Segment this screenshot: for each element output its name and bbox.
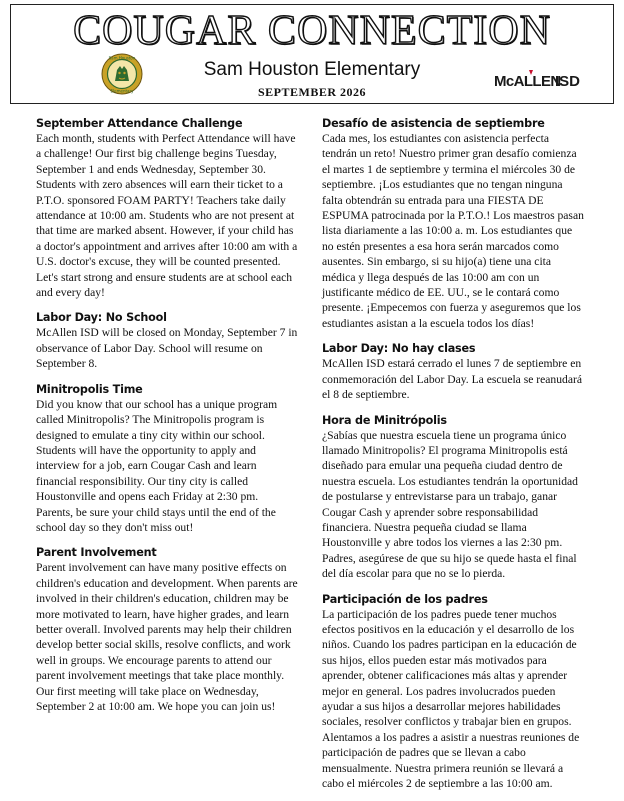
article-heading: Labor Day: No School [36, 311, 167, 325]
article-body: La participación de los padres puede tener muchos efectos positivos en la educación y el desarrollo de los niños. Cuando los padres participan en la educación de sus hijos, ellos pueden estar más motivados para aprender, obtener calificaciones más altas y aprender mejor en general. Los padres involucrados pueden ayudar a sus hijos a desarrollar mejores habilidades sociales, resolver conflictos y trabajar bien en grupos. Alentamos a los padres a asistir a nuestras reuniones de participación de padres que se llevan a cabo mensualmente. Nuestra primera reunión se llevará a cabo el miércoles 2 de septiembre a las 10:00 am. [322, 607, 580, 791]
article-labor-day-es [322, 341, 584, 402]
article-attendance-es [322, 116, 584, 331]
seal-text-bottom: Elementary [110, 88, 134, 94]
article-body: Did you know that our school has a unique program called Minitropolis? The Minitropolis program is designed to emulate a tiny city within our school. Students will have the opportunity to apply and interview for a job, earn Cougar Cash and learn financial responsibility. Our tiny city is called Houstonville and opens each Friday at 2:30 pm. Parents, be sure your child stays until the end of the school day so they don't miss out! [36, 397, 278, 534]
district-logo-name: McALLEN [494, 73, 561, 90]
article-parent-involvement-en [36, 545, 298, 714]
english-column [36, 116, 298, 724]
article-body: Cada mes, los estudiantes con asistencia perfecta tendrán un reto! Nuestro primer gran desafío comienza el martes 1 de septiembre y termina el miércoles 30 de septiembre. ¡Los estudiantes que no tengan ninguna falta obtendrán su entrada para una FIESTA DE ESPUMA patrocinada por la P.T.O.! Los maestros pasan lista diariamente a las 10:00 a. m. Los estudiantes que no estén presentes a esa hora serán marcados como ausentes. Sin embargo, si su hijo(a) tiene una cita médica y llega después de las 10:00 am con un justificante médico de EE. UU., se le contará como presente. ¡Empecemos con fuerza y aseguremos que los estudiantes asistan a la escuela todos los días! [322, 132, 584, 330]
article-heading: Labor Day: No hay clases [322, 342, 476, 356]
spanish-column [322, 116, 584, 801]
article-heading: Parent Involvement [36, 546, 157, 560]
article-labor-day-en [36, 310, 298, 371]
issue-month: SEPTEMBER 2026 [257, 85, 366, 99]
article-minitropolis-es [322, 413, 584, 582]
article-body: ¿Sabías que nuestra escuela tiene un programa único llamado Minitropolis? El programa Minitropolis está diseñado para emular una pequeña ciudad dentro de nuestra escuela. Los estudiantes tendrán la oportunidad de postularse y entrevistarse para un trabajo, ganar Cougar Cash y aprender sobre responsabilidad financiera. Nuestra pequeña ciudad se llama Houstonville y abre todos los viernes a las 2:30 pm. Padres, asegúrese de que su hijo se quede hasta el final del día escolar para que no se lo pierda. [322, 428, 578, 581]
article-heading: September Attendance Challenge [36, 117, 243, 130]
article-parent-involvement-es [322, 592, 584, 792]
newsletter-title: COUGAR CONNECTION [73, 8, 551, 54]
article-heading: Desafío de asistencia de septiembre [322, 117, 545, 130]
article-body: Parent involvement can have many positive effects on children's education and development. When parents are involved in their children's education, children may be more motivated to learn, have higher grades, and learn better overall. Involved parents may help their children develop better social skills, resolve conflicts, and work well in groups. We encourage parents to attend our parent involvement meetings that take place monthly. Our first meeting will take place on Wednesday, September 2 at 10:00 am. We hope you can join us! [36, 561, 298, 713]
article-heading: Minitropolis Time [36, 382, 143, 396]
district-logo [493, 67, 583, 91]
article-body: Each month, students with Perfect Attendance will have a challenge! Our first big challenge begins Tuesday, September 1 and ends Wednesday, September 30. Students with zero absences will earn their ticket to a P.T.O. sponsored FOAM PARTY! Teachers take daily attendance at 10:00 am. Students who are not present at that time are marked absent. However, if your child has a doctor's appointment and arrives after 10:00 am with a U.S. doctor's excuse, they will be counted presented. Let's start strong and ensure students are at school each and every day! [36, 132, 298, 300]
seal-text-top: Sam Houston [108, 55, 136, 61]
school-name: Sam Houston Elementary [203, 59, 421, 80]
article-body: McAllen ISD will be closed on Monday, September 7 in observance of Labor Day. School will resume on September 8. [36, 326, 298, 371]
article-attendance-en [36, 116, 298, 300]
article-minitropolis-en [36, 382, 298, 536]
article-heading: Hora de Minitrópolis [322, 413, 447, 427]
article-heading: Participación de los padres [322, 592, 488, 606]
masthead [10, 4, 614, 104]
article-body: McAllen ISD estará cerrado el lunes 7 de septiembre en conmemoración del Labor Day. La escuela se reanudará el 8 de septiembre. [322, 357, 582, 402]
district-logo-isd: ISD [555, 73, 581, 90]
